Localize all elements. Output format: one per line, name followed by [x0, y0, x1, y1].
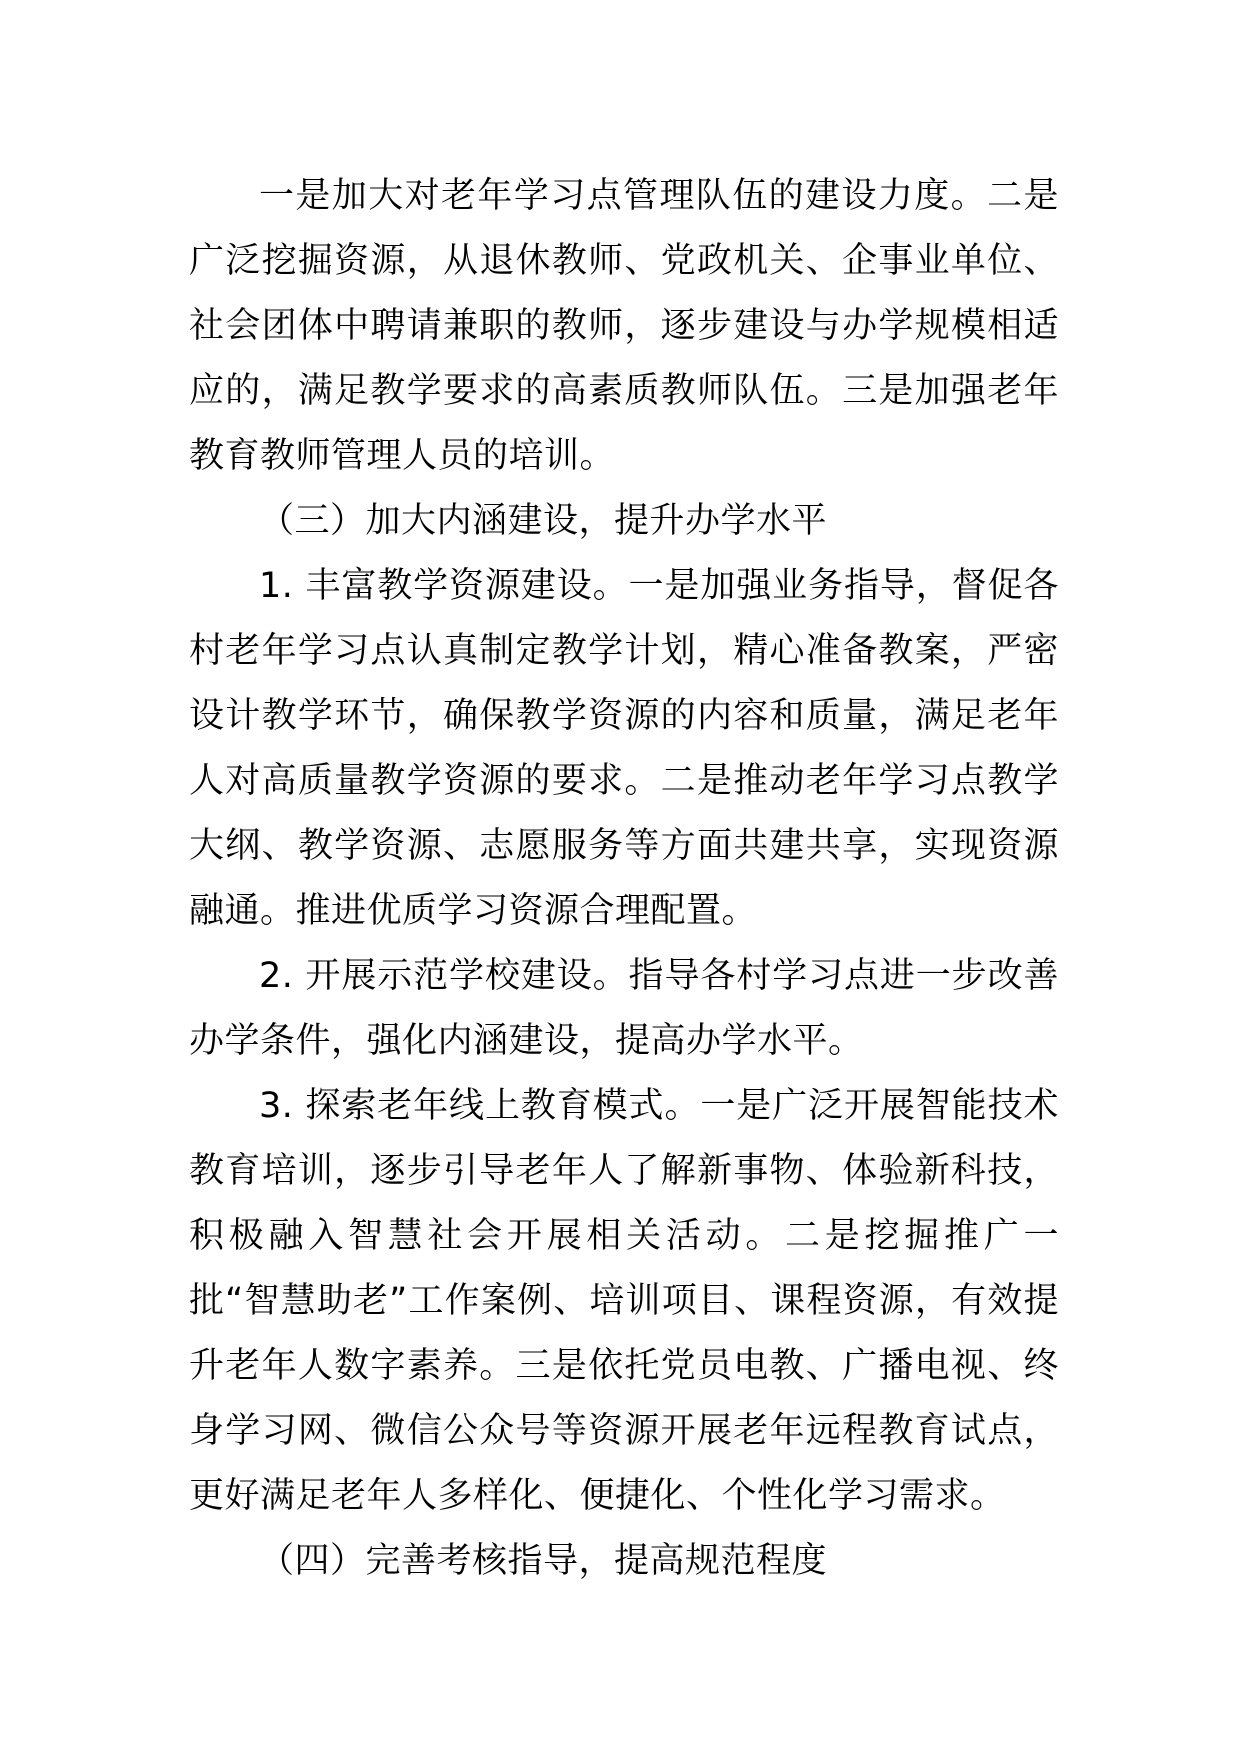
paragraph-item-3-online-education: 3. 探索老年线上教育模式。一是广泛开展智能技术教育培训，逐步引导老年人了解新事物、体验新科技，积极融入智慧社会开展相关活动。二是挖掘推广一批“智慧助老”工作案例、培训项目、课程资源，有效提升老年人数字素养。三是依托党员电教、广播电视、终身学习网、微信公众号等资源开展老年远程教育试点，更好满足老年人多样化、便捷化、个性化学习需求。	[189, 1086, 1059, 1516]
document-body	[189, 164, 1059, 1594]
section-heading-4: （四）完善考核指导，提高规范程度	[259, 1541, 828, 1581]
paragraph-teacher-team: 一是加大对老年学习点管理队伍的建设力度。二是广泛挖掘资源，从退休教师、党政机关、企事业单位、社会团体中聘请兼职的教师，逐步建设与办学规模相适应的，满足教学要求的高素质教师队伍。三是加强老年教育教师管理人员的培训。	[189, 176, 1059, 476]
paragraph-item-2-demo-schools: 2. 开展示范学校建设。指导各村学习点进一步改善办学条件，强化内涵建设，提高办学水平。	[189, 956, 1059, 1061]
paragraph-item-1-resources: 1. 丰富教学资源建设。一是加强业务指导，督促各村老年学习点认真制定教学计划，精心准备教案，严密设计教学环节，确保教学资源的内容和质量，满足老年人对高质量教学资源的要求。二是推动老年学习点教学大纲、教学资源、志愿服务等方面共建共享，实现资源融通。推进优质学习资源合理配置。	[189, 566, 1059, 931]
section-heading-3: （三）加大内涵建设，提升办学水平	[259, 501, 828, 541]
